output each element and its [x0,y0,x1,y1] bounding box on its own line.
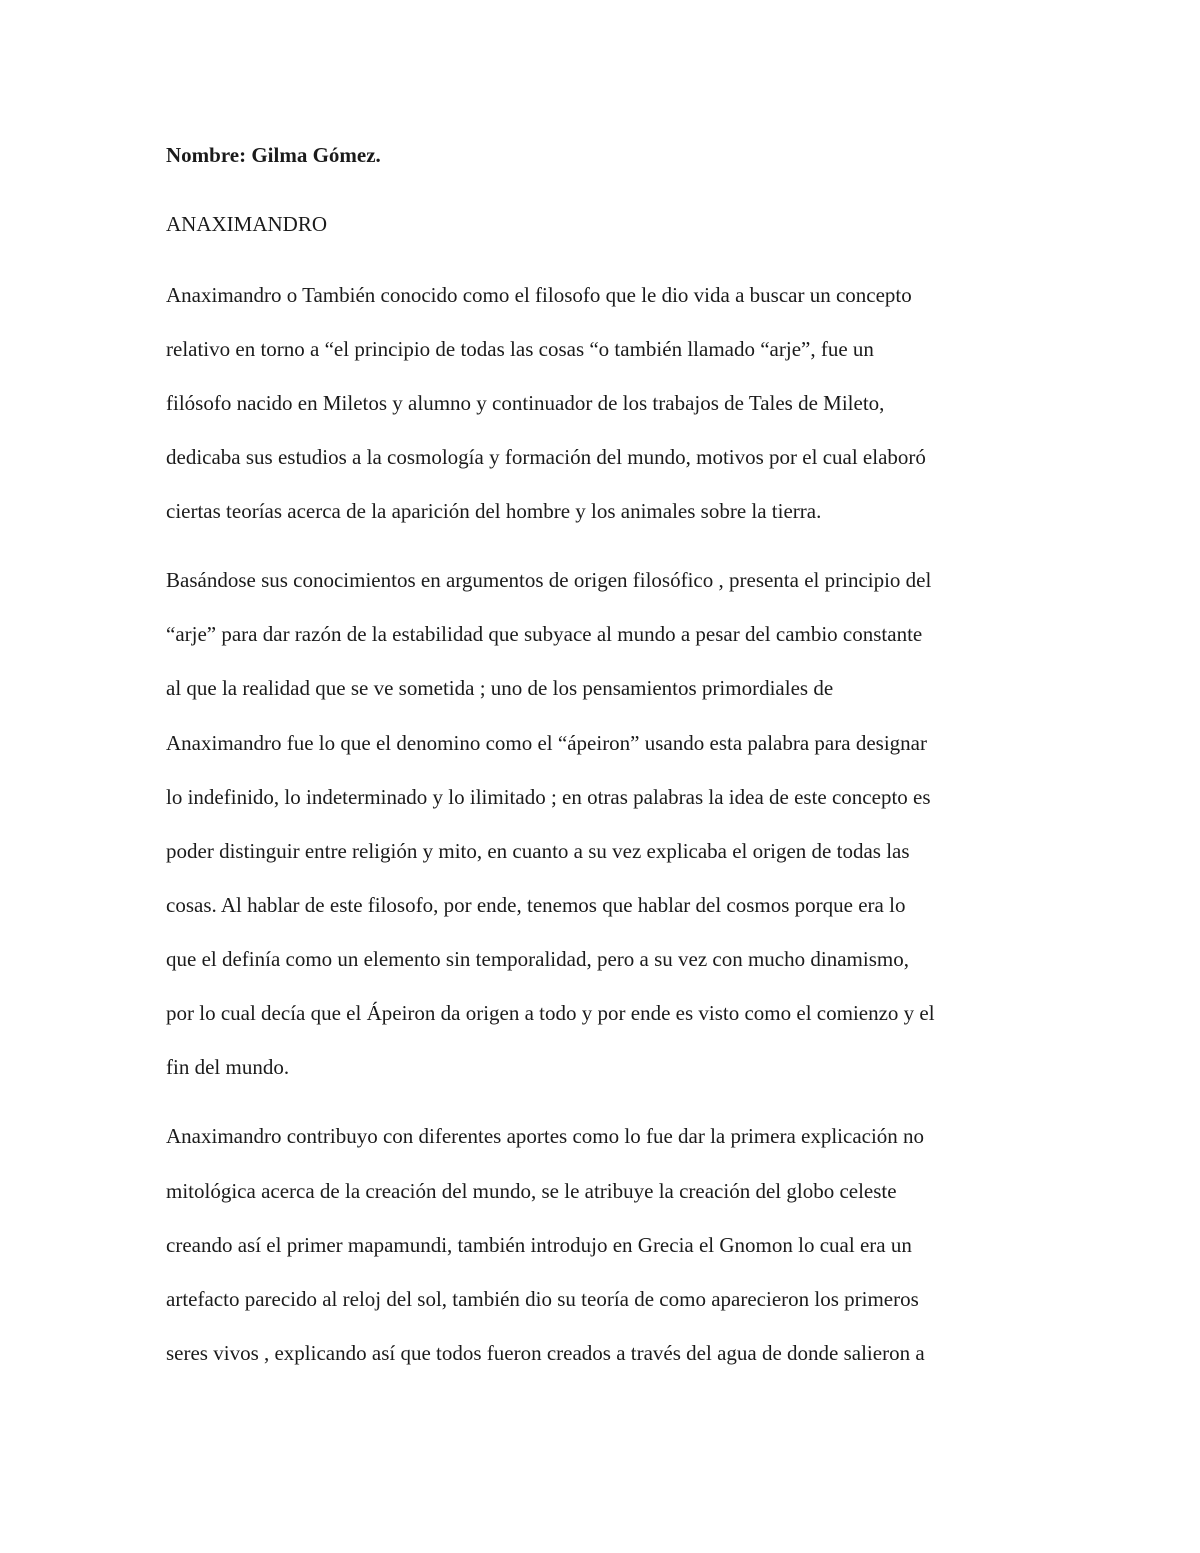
text-line: Anaximandro contribuyo con diferentes aportes como lo fue dar la primera explicación no [166,1124,925,1148]
text-line: Basándose sus conocimientos en argumentos de origen filosófico , presenta el principio del [166,568,932,592]
author-line: Nombre: Gilma Gómez. [166,143,381,167]
text-line: Anaximandro o También conocido como el filosofo que le dio vida a buscar un concepto [166,283,912,307]
text-line: mitológica acerca de la creación del mundo, se le atribuye la creación del globo celeste [166,1179,897,1203]
text-line: “arje” para dar razón de la estabilidad que subyace al mundo a pesar del cambio constante [166,622,923,646]
text-line: lo indefinido, lo indeterminado y lo ilimitado ; en otras palabras la idea de este concepto es [166,785,931,809]
text-line: dedicaba sus estudios a la cosmología y formación del mundo, motivos por el cual elaboró [166,445,926,469]
text-line: relativo en torno a “el principio de todas las cosas “o también llamado “arje”, fue un [166,337,874,361]
text-line: artefacto parecido al reloj del sol, también dio su teoría de como aparecieron los primeros [166,1287,919,1311]
text-line: ciertas teorías acerca de la aparición del hombre y los animales sobre la tierra. [166,499,822,523]
text-line: por lo cual decía que el Ápeiron da origen a todo y por ende es visto como el comienzo y el [166,1001,935,1025]
text-line: fin del mundo. [166,1055,290,1079]
text-line: que el definía como un elemento sin temporalidad, pero a su vez con mucho dinamismo, [166,947,909,971]
document-title: ANAXIMANDRO [166,212,327,236]
text-line: creando así el primer mapamundi, también introdujo en Grecia el Gnomon lo cual era un [166,1233,912,1257]
text-line: poder distinguir entre religión y mito, en cuanto a su vez explicaba el origen de todas las [166,839,910,863]
text-line: cosas. Al hablar de este filosofo, por ende, tenemos que hablar del cosmos porque era lo [166,893,906,917]
text-line: seres vivos , explicando así que todos fueron creados a través del agua de donde salieron a [166,1341,925,1365]
text-line: al que la realidad que se ve sometida ; uno de los pensamientos primordiales de [166,676,834,700]
text-line: filósofo nacido en Miletos y alumno y continuador de los trabajos de Tales de Mileto, [166,391,885,415]
text-line: Anaximandro fue lo que el denomino como el “ápeiron” usando esta palabra para designar [166,731,927,755]
